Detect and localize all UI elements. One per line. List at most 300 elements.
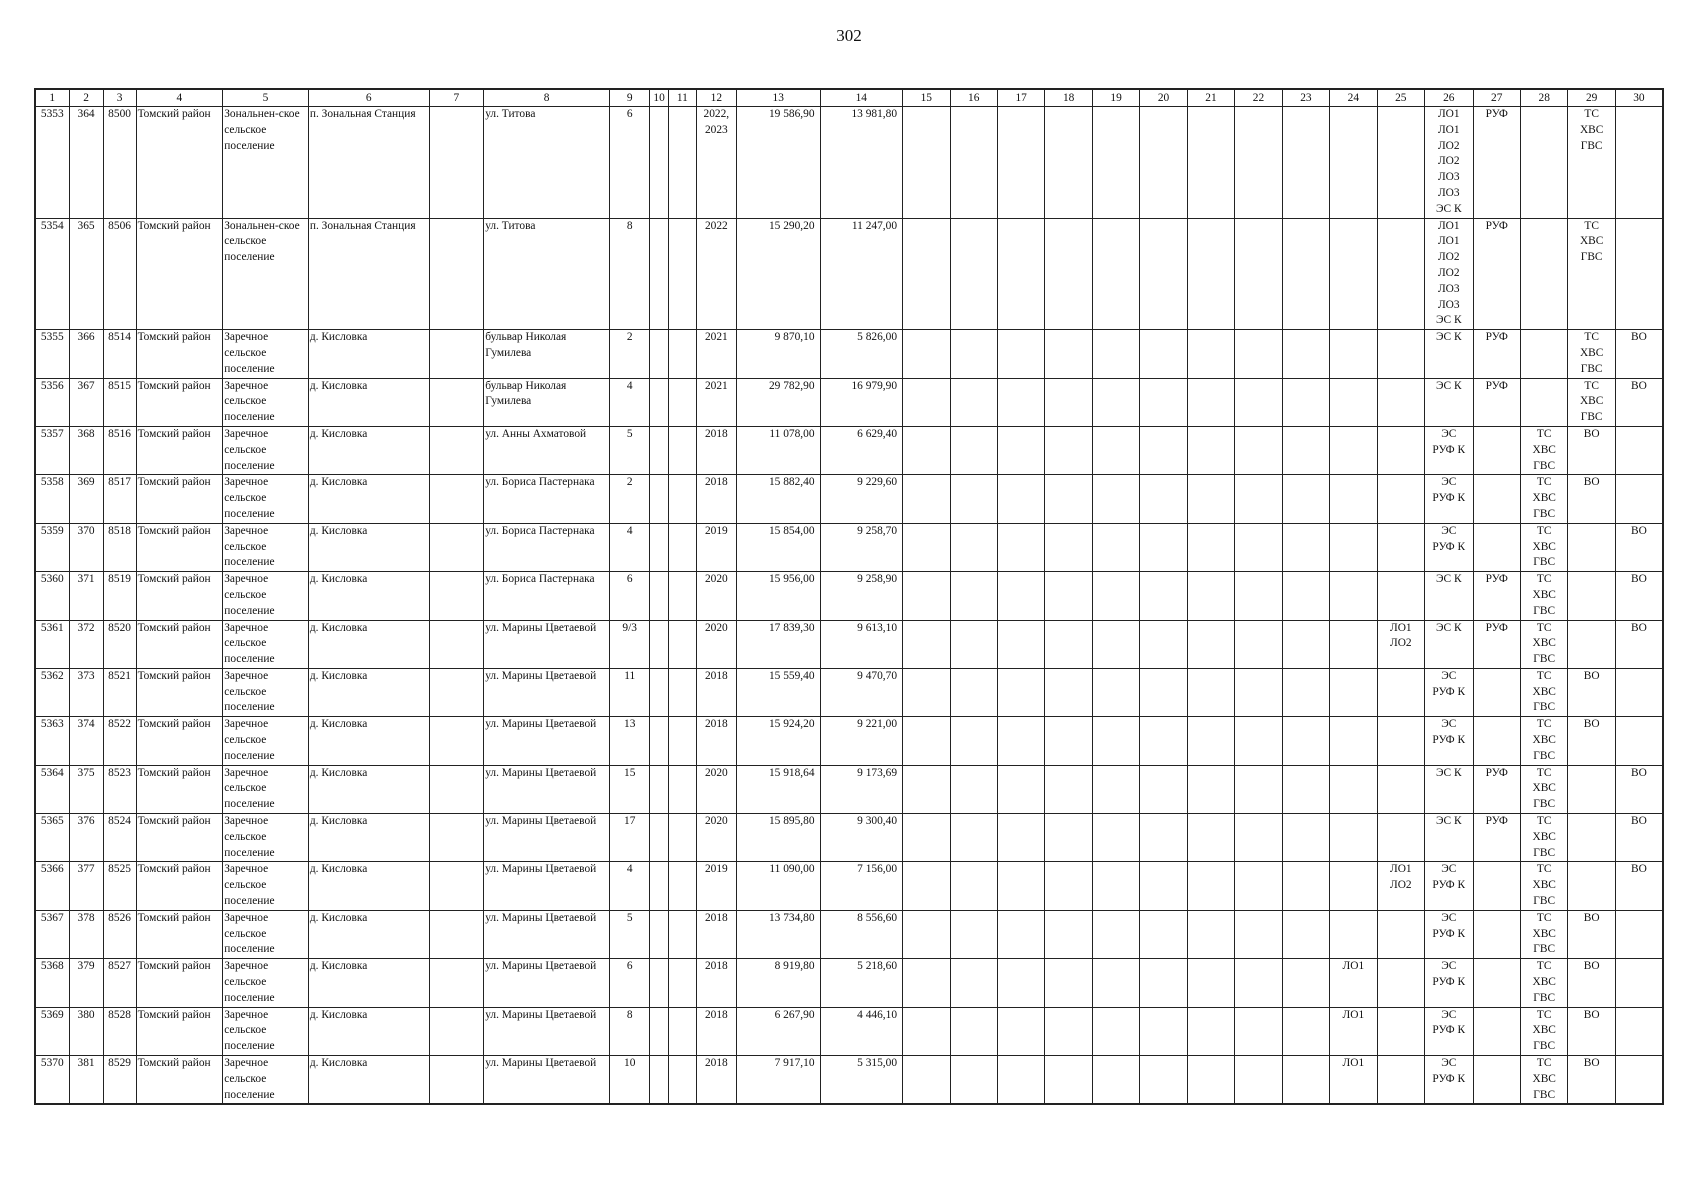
district-cell: Томский район	[136, 620, 223, 668]
column-29-cell: ТС ХВС ГВС	[1568, 378, 1615, 426]
column-number: 25	[1377, 89, 1424, 107]
column-16-cell	[950, 572, 997, 620]
column-27-cell: РУФ	[1473, 218, 1520, 330]
record-number-cell: 5357	[35, 426, 69, 474]
column-18-cell	[1045, 814, 1092, 862]
local-number-cell: 377	[69, 862, 103, 910]
locality-cell: д. Кисловка	[308, 1007, 429, 1055]
column-28-cell: ТС ХВС ГВС	[1520, 620, 1567, 668]
record-number-cell: 5356	[35, 378, 69, 426]
column-number: 28	[1520, 89, 1567, 107]
column-11-cell	[668, 1007, 696, 1055]
column-21-cell	[1187, 668, 1234, 716]
house-number-cell: 5	[610, 910, 650, 958]
column-27-cell	[1473, 1056, 1520, 1105]
street-cell: ул. Марины Цветаевой	[484, 765, 610, 813]
column-number: 14	[820, 89, 903, 107]
house-id-cell: 8527	[103, 959, 136, 1007]
column-10-cell	[650, 475, 669, 523]
column-25-cell	[1377, 107, 1424, 219]
column-number: 18	[1045, 89, 1092, 107]
column-21-cell	[1187, 475, 1234, 523]
column-20-cell	[1140, 910, 1187, 958]
column-18-cell	[1045, 668, 1092, 716]
column-23-cell	[1282, 959, 1329, 1007]
column-10-cell	[650, 330, 669, 378]
column-24-cell	[1330, 572, 1377, 620]
total-area-cell: 9 870,10	[736, 330, 820, 378]
column-22-cell	[1235, 426, 1282, 474]
column-22-cell	[1235, 378, 1282, 426]
total-area-cell: 13 734,80	[736, 910, 820, 958]
column-30-cell: ВО	[1615, 765, 1663, 813]
column-number: 9	[610, 89, 650, 107]
column-26-cell: ЭС РУФ К	[1425, 959, 1473, 1007]
years-cell: 2018	[696, 1007, 736, 1055]
record-number-cell: 5360	[35, 572, 69, 620]
column-19-cell	[1092, 814, 1139, 862]
column-28-cell: ТС ХВС ГВС	[1520, 475, 1567, 523]
column-17-cell	[997, 523, 1044, 571]
column-29-cell	[1568, 572, 1615, 620]
column-20-cell	[1140, 959, 1187, 1007]
column-27-cell	[1473, 668, 1520, 716]
column-23-cell	[1282, 1056, 1329, 1105]
record-number-cell: 5365	[35, 814, 69, 862]
column-20-cell	[1140, 668, 1187, 716]
living-area-cell: 11 247,00	[820, 218, 903, 330]
settlement-cell: Заречное сельское поселение	[223, 910, 309, 958]
column-22-cell	[1235, 668, 1282, 716]
settlement-cell: Заречное сельское поселение	[223, 959, 309, 1007]
column-20-cell	[1140, 620, 1187, 668]
column-28-cell: ТС ХВС ГВС	[1520, 910, 1567, 958]
column-30-cell: ВО	[1615, 572, 1663, 620]
column-17-cell	[997, 814, 1044, 862]
column-26-cell: ЭС РУФ К	[1425, 1056, 1473, 1105]
street-cell: ул. Бориса Пастернака	[484, 523, 610, 571]
column-11-cell	[668, 475, 696, 523]
column-27-cell: РУФ	[1473, 814, 1520, 862]
table-row	[35, 862, 1663, 910]
street-cell: ул. Анны Ахматовой	[484, 426, 610, 474]
column-17-cell	[997, 717, 1044, 765]
column-16-cell	[950, 668, 997, 716]
house-number-cell: 8	[610, 1007, 650, 1055]
column-21-cell	[1187, 218, 1234, 330]
column-number: 11	[668, 89, 696, 107]
column-15-cell	[903, 1007, 950, 1055]
total-area-cell: 15 882,40	[736, 475, 820, 523]
column-number: 6	[308, 89, 429, 107]
column-7-cell	[429, 330, 484, 378]
living-area-cell: 5 826,00	[820, 330, 903, 378]
column-7-cell	[429, 1007, 484, 1055]
table-row	[35, 475, 1663, 523]
house-id-cell: 8525	[103, 862, 136, 910]
column-30-cell	[1615, 475, 1663, 523]
column-28-cell: ТС ХВС ГВС	[1520, 717, 1567, 765]
column-15-cell	[903, 218, 950, 330]
district-cell: Томский район	[136, 572, 223, 620]
page-number: 302	[836, 26, 862, 45]
column-number: 23	[1282, 89, 1329, 107]
column-25-cell	[1377, 572, 1424, 620]
locality-cell: п. Зональная Станция	[308, 107, 429, 219]
column-20-cell	[1140, 1056, 1187, 1105]
column-21-cell	[1187, 523, 1234, 571]
house-id-cell: 8506	[103, 218, 136, 330]
column-7-cell	[429, 862, 484, 910]
column-25-cell	[1377, 910, 1424, 958]
table-row	[35, 668, 1663, 716]
column-15-cell	[903, 717, 950, 765]
column-7-cell	[429, 620, 484, 668]
column-29-cell	[1568, 862, 1615, 910]
settlement-cell: Заречное сельское поселение	[223, 862, 309, 910]
years-cell: 2018	[696, 1056, 736, 1105]
column-28-cell: ТС ХВС ГВС	[1520, 523, 1567, 571]
column-25-cell	[1377, 378, 1424, 426]
column-7-cell	[429, 959, 484, 1007]
total-area-cell: 7 917,10	[736, 1056, 820, 1105]
column-17-cell	[997, 668, 1044, 716]
locality-cell: д. Кисловка	[308, 910, 429, 958]
living-area-cell: 9 300,40	[820, 814, 903, 862]
column-16-cell	[950, 378, 997, 426]
column-21-cell	[1187, 959, 1234, 1007]
column-19-cell	[1092, 107, 1139, 219]
column-23-cell	[1282, 668, 1329, 716]
settlement-cell: Заречное сельское поселение	[223, 668, 309, 716]
street-cell: ул. Титова	[484, 218, 610, 330]
column-27-cell: РУФ	[1473, 765, 1520, 813]
locality-cell: д. Кисловка	[308, 862, 429, 910]
register-table	[34, 88, 1664, 1105]
column-22-cell	[1235, 475, 1282, 523]
street-cell: ул. Марины Цветаевой	[484, 814, 610, 862]
house-number-cell: 15	[610, 765, 650, 813]
district-cell: Томский район	[136, 765, 223, 813]
column-15-cell	[903, 572, 950, 620]
local-number-cell: 364	[69, 107, 103, 219]
locality-cell: д. Кисловка	[308, 814, 429, 862]
column-19-cell	[1092, 1007, 1139, 1055]
column-30-cell: ВО	[1615, 523, 1663, 571]
street-cell: ул. Титова	[484, 107, 610, 219]
column-27-cell	[1473, 426, 1520, 474]
column-29-cell: ВО	[1568, 426, 1615, 474]
living-area-cell: 8 556,60	[820, 910, 903, 958]
column-16-cell	[950, 426, 997, 474]
column-11-cell	[668, 862, 696, 910]
living-area-cell: 4 446,10	[820, 1007, 903, 1055]
record-number-cell: 5362	[35, 668, 69, 716]
column-10-cell	[650, 717, 669, 765]
column-10-cell	[650, 523, 669, 571]
total-area-cell: 15 559,40	[736, 668, 820, 716]
column-30-cell	[1615, 426, 1663, 474]
record-number-cell: 5364	[35, 765, 69, 813]
local-number-cell: 374	[69, 717, 103, 765]
street-cell: ул. Марины Цветаевой	[484, 620, 610, 668]
house-id-cell: 8524	[103, 814, 136, 862]
street-cell: ул. Марины Цветаевой	[484, 959, 610, 1007]
locality-cell: д. Кисловка	[308, 330, 429, 378]
column-23-cell	[1282, 426, 1329, 474]
column-27-cell	[1473, 523, 1520, 571]
column-18-cell	[1045, 572, 1092, 620]
column-20-cell	[1140, 330, 1187, 378]
column-20-cell	[1140, 862, 1187, 910]
column-22-cell	[1235, 910, 1282, 958]
column-18-cell	[1045, 330, 1092, 378]
column-11-cell	[668, 620, 696, 668]
column-20-cell	[1140, 426, 1187, 474]
district-cell: Томский район	[136, 1056, 223, 1105]
column-26-cell: ЭС РУФ К	[1425, 668, 1473, 716]
column-21-cell	[1187, 1056, 1234, 1105]
column-22-cell	[1235, 959, 1282, 1007]
column-19-cell	[1092, 378, 1139, 426]
column-15-cell	[903, 910, 950, 958]
column-26-cell: ЭС РУФ К	[1425, 426, 1473, 474]
column-7-cell	[429, 910, 484, 958]
total-area-cell: 19 586,90	[736, 107, 820, 219]
settlement-cell: Заречное сельское поселение	[223, 620, 309, 668]
column-number: 12	[696, 89, 736, 107]
column-29-cell: ВО	[1568, 668, 1615, 716]
column-24-cell	[1330, 475, 1377, 523]
column-number: 3	[103, 89, 136, 107]
column-29-cell: ТС ХВС ГВС	[1568, 218, 1615, 330]
column-20-cell	[1140, 765, 1187, 813]
column-28-cell: ТС ХВС ГВС	[1520, 1056, 1567, 1105]
column-24-cell	[1330, 862, 1377, 910]
column-11-cell	[668, 668, 696, 716]
column-19-cell	[1092, 765, 1139, 813]
column-25-cell	[1377, 765, 1424, 813]
column-25-cell: ЛО1 ЛО2	[1377, 620, 1424, 668]
living-area-cell: 13 981,80	[820, 107, 903, 219]
column-26-cell: ЛО1 ЛО1 ЛО2 ЛО2 ЛО3 ЛО3 ЭС К	[1425, 107, 1473, 219]
column-30-cell	[1615, 959, 1663, 1007]
street-cell: ул. Бориса Пастернака	[484, 572, 610, 620]
local-number-cell: 366	[69, 330, 103, 378]
column-22-cell	[1235, 620, 1282, 668]
local-number-cell: 365	[69, 218, 103, 330]
record-number-cell: 5361	[35, 620, 69, 668]
district-cell: Томский район	[136, 814, 223, 862]
column-7-cell	[429, 107, 484, 219]
column-19-cell	[1092, 668, 1139, 716]
column-18-cell	[1045, 426, 1092, 474]
local-number-cell: 376	[69, 814, 103, 862]
column-number: 7	[429, 89, 484, 107]
column-25-cell	[1377, 475, 1424, 523]
table-row	[35, 1056, 1663, 1105]
living-area-cell: 9 221,00	[820, 717, 903, 765]
years-cell: 2021	[696, 330, 736, 378]
locality-cell: п. Зональная Станция	[308, 218, 429, 330]
column-25-cell	[1377, 1056, 1424, 1105]
years-cell: 2020	[696, 814, 736, 862]
column-17-cell	[997, 1056, 1044, 1105]
column-22-cell	[1235, 107, 1282, 219]
years-cell: 2022	[696, 218, 736, 330]
local-number-cell: 368	[69, 426, 103, 474]
column-26-cell: ЭС К	[1425, 814, 1473, 862]
column-7-cell	[429, 717, 484, 765]
column-21-cell	[1187, 1007, 1234, 1055]
column-16-cell	[950, 765, 997, 813]
column-29-cell	[1568, 814, 1615, 862]
column-23-cell	[1282, 378, 1329, 426]
settlement-cell: Заречное сельское поселение	[223, 717, 309, 765]
table-row	[35, 717, 1663, 765]
living-area-cell: 5 218,60	[820, 959, 903, 1007]
record-number-cell: 5370	[35, 1056, 69, 1105]
column-number: 4	[136, 89, 223, 107]
column-23-cell	[1282, 572, 1329, 620]
column-30-cell: ВО	[1615, 620, 1663, 668]
district-cell: Томский район	[136, 668, 223, 716]
column-28-cell: ТС ХВС ГВС	[1520, 959, 1567, 1007]
column-24-cell: ЛО1	[1330, 1007, 1377, 1055]
years-cell: 2018	[696, 910, 736, 958]
record-number-cell: 5354	[35, 218, 69, 330]
column-number: 22	[1235, 89, 1282, 107]
column-17-cell	[997, 765, 1044, 813]
column-26-cell: ЭС К	[1425, 330, 1473, 378]
column-number: 30	[1615, 89, 1663, 107]
district-cell: Томский район	[136, 107, 223, 219]
column-20-cell	[1140, 218, 1187, 330]
column-16-cell	[950, 330, 997, 378]
house-number-cell: 9/3	[610, 620, 650, 668]
column-15-cell	[903, 668, 950, 716]
column-25-cell	[1377, 668, 1424, 716]
column-24-cell	[1330, 765, 1377, 813]
local-number-cell: 381	[69, 1056, 103, 1105]
locality-cell: д. Кисловка	[308, 717, 429, 765]
house-number-cell: 11	[610, 668, 650, 716]
column-18-cell	[1045, 218, 1092, 330]
column-17-cell	[997, 218, 1044, 330]
column-16-cell	[950, 862, 997, 910]
years-cell: 2018	[696, 475, 736, 523]
column-25-cell	[1377, 330, 1424, 378]
column-22-cell	[1235, 218, 1282, 330]
column-25-cell	[1377, 426, 1424, 474]
column-29-cell	[1568, 765, 1615, 813]
column-21-cell	[1187, 378, 1234, 426]
local-number-cell: 372	[69, 620, 103, 668]
column-19-cell	[1092, 475, 1139, 523]
house-id-cell: 8518	[103, 523, 136, 571]
total-area-cell: 8 919,80	[736, 959, 820, 1007]
column-22-cell	[1235, 523, 1282, 571]
column-number: 16	[950, 89, 997, 107]
table-row	[35, 814, 1663, 862]
column-26-cell: ЭС РУФ К	[1425, 1007, 1473, 1055]
record-number-cell: 5368	[35, 959, 69, 1007]
total-area-cell: 17 839,30	[736, 620, 820, 668]
column-17-cell	[997, 572, 1044, 620]
column-21-cell	[1187, 910, 1234, 958]
column-10-cell	[650, 765, 669, 813]
district-cell: Томский район	[136, 378, 223, 426]
column-number: 29	[1568, 89, 1615, 107]
locality-cell: д. Кисловка	[308, 765, 429, 813]
column-23-cell	[1282, 218, 1329, 330]
column-15-cell	[903, 426, 950, 474]
column-29-cell: ТС ХВС ГВС	[1568, 330, 1615, 378]
house-number-cell: 6	[610, 959, 650, 1007]
column-20-cell	[1140, 572, 1187, 620]
column-10-cell	[650, 814, 669, 862]
column-24-cell	[1330, 620, 1377, 668]
column-30-cell: ВО	[1615, 814, 1663, 862]
column-11-cell	[668, 572, 696, 620]
column-29-cell: ВО	[1568, 475, 1615, 523]
house-number-cell: 6	[610, 572, 650, 620]
column-number: 27	[1473, 89, 1520, 107]
column-30-cell	[1615, 717, 1663, 765]
settlement-cell: Заречное сельское поселение	[223, 1007, 309, 1055]
column-20-cell	[1140, 717, 1187, 765]
column-7-cell	[429, 378, 484, 426]
table-row	[35, 426, 1663, 474]
years-cell: 2022, 2023	[696, 107, 736, 219]
column-11-cell	[668, 910, 696, 958]
column-29-cell: ВО	[1568, 717, 1615, 765]
record-number-cell: 5369	[35, 1007, 69, 1055]
column-16-cell	[950, 814, 997, 862]
column-28-cell: ТС ХВС ГВС	[1520, 426, 1567, 474]
district-cell: Томский район	[136, 717, 223, 765]
column-7-cell	[429, 475, 484, 523]
locality-cell: д. Кисловка	[308, 475, 429, 523]
column-23-cell	[1282, 862, 1329, 910]
column-number: 26	[1425, 89, 1473, 107]
house-id-cell: 8500	[103, 107, 136, 219]
house-id-cell: 8520	[103, 620, 136, 668]
total-area-cell: 15 854,00	[736, 523, 820, 571]
column-27-cell	[1473, 1007, 1520, 1055]
table-row	[35, 523, 1663, 571]
house-number-cell: 6	[610, 107, 650, 219]
column-26-cell: ЛО1 ЛО1 ЛО2 ЛО2 ЛО3 ЛО3 ЭС К	[1425, 218, 1473, 330]
column-23-cell	[1282, 910, 1329, 958]
column-16-cell	[950, 1056, 997, 1105]
column-22-cell	[1235, 717, 1282, 765]
column-21-cell	[1187, 862, 1234, 910]
column-29-cell	[1568, 523, 1615, 571]
locality-cell: д. Кисловка	[308, 620, 429, 668]
settlement-cell: Заречное сельское поселение	[223, 765, 309, 813]
column-10-cell	[650, 910, 669, 958]
district-cell: Томский район	[136, 862, 223, 910]
settlement-cell: Заречное сельское поселение	[223, 523, 309, 571]
street-cell: бульвар Николая Гумилева	[484, 378, 610, 426]
house-id-cell: 8521	[103, 668, 136, 716]
column-24-cell	[1330, 378, 1377, 426]
column-10-cell	[650, 959, 669, 1007]
column-16-cell	[950, 523, 997, 571]
column-7-cell	[429, 668, 484, 716]
column-20-cell	[1140, 1007, 1187, 1055]
